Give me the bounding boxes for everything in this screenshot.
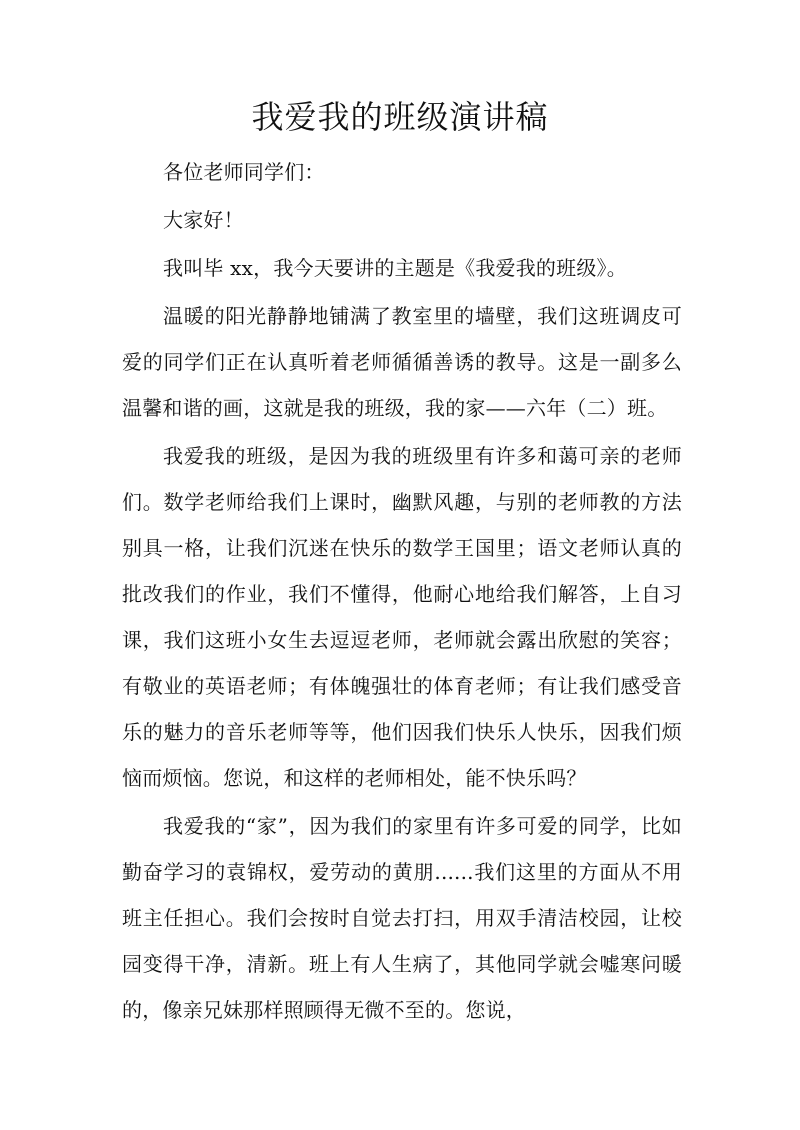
body-paragraph: 我爱我的“家”，因为我们的家里有许多可爱的同学，比如勤奋学习的袁锦权，爱劳动的黄朋......我们这里的方面从不用班主任担心。我们会按时自觉去打扫，用双手清洁校园，让校园变得干净，清新。班上有人生病了，其他同学就会嘘寒问暖的，像亲兄妹那样照顾得无微不至的。您说， xyxy=(122,814,682,1022)
greeting: 大家好！ xyxy=(163,208,244,232)
salutation: 各位老师同学们： xyxy=(163,160,325,184)
document-title: 我爱我的班级演讲稿 xyxy=(251,98,549,136)
body-paragraph: 我爱我的班级，是因为我的班级里有许多和蔼可亲的老师们。数学老师给我们上课时，幽默风趣，与别的老师教的方法别具一格，让我们沉迷在快乐的数学王国里；语文老师认真的批改我们的作业，我们不懂得，他耐心地给我们解答，上自习课，我们这班小女生去逗逗老师，老师就会露出欣慰的笑容；有敬业的英语老师；有体魄强壮的体育老师；有让我们感受音乐的魅力的音乐老师等等，他们因我们快乐人快乐，因我们烦恼而烦恼。您说，和这样的老师相处，能不快乐吗？ xyxy=(122,444,682,790)
intro-paragraph: 我叫毕 xx，我今天要讲的主题是《我爱我的班级》。 xyxy=(163,256,627,280)
document-body xyxy=(122,149,682,1035)
body-paragraph: 温暖的阳光静静地铺满了教室里的墙壁，我们这班调皮可爱的同学们正在认真听着老师循循善诱的教导。这是一副多么温馨和谐的画，这就是我的班级，我的家——六年（二）班。 xyxy=(122,304,682,420)
